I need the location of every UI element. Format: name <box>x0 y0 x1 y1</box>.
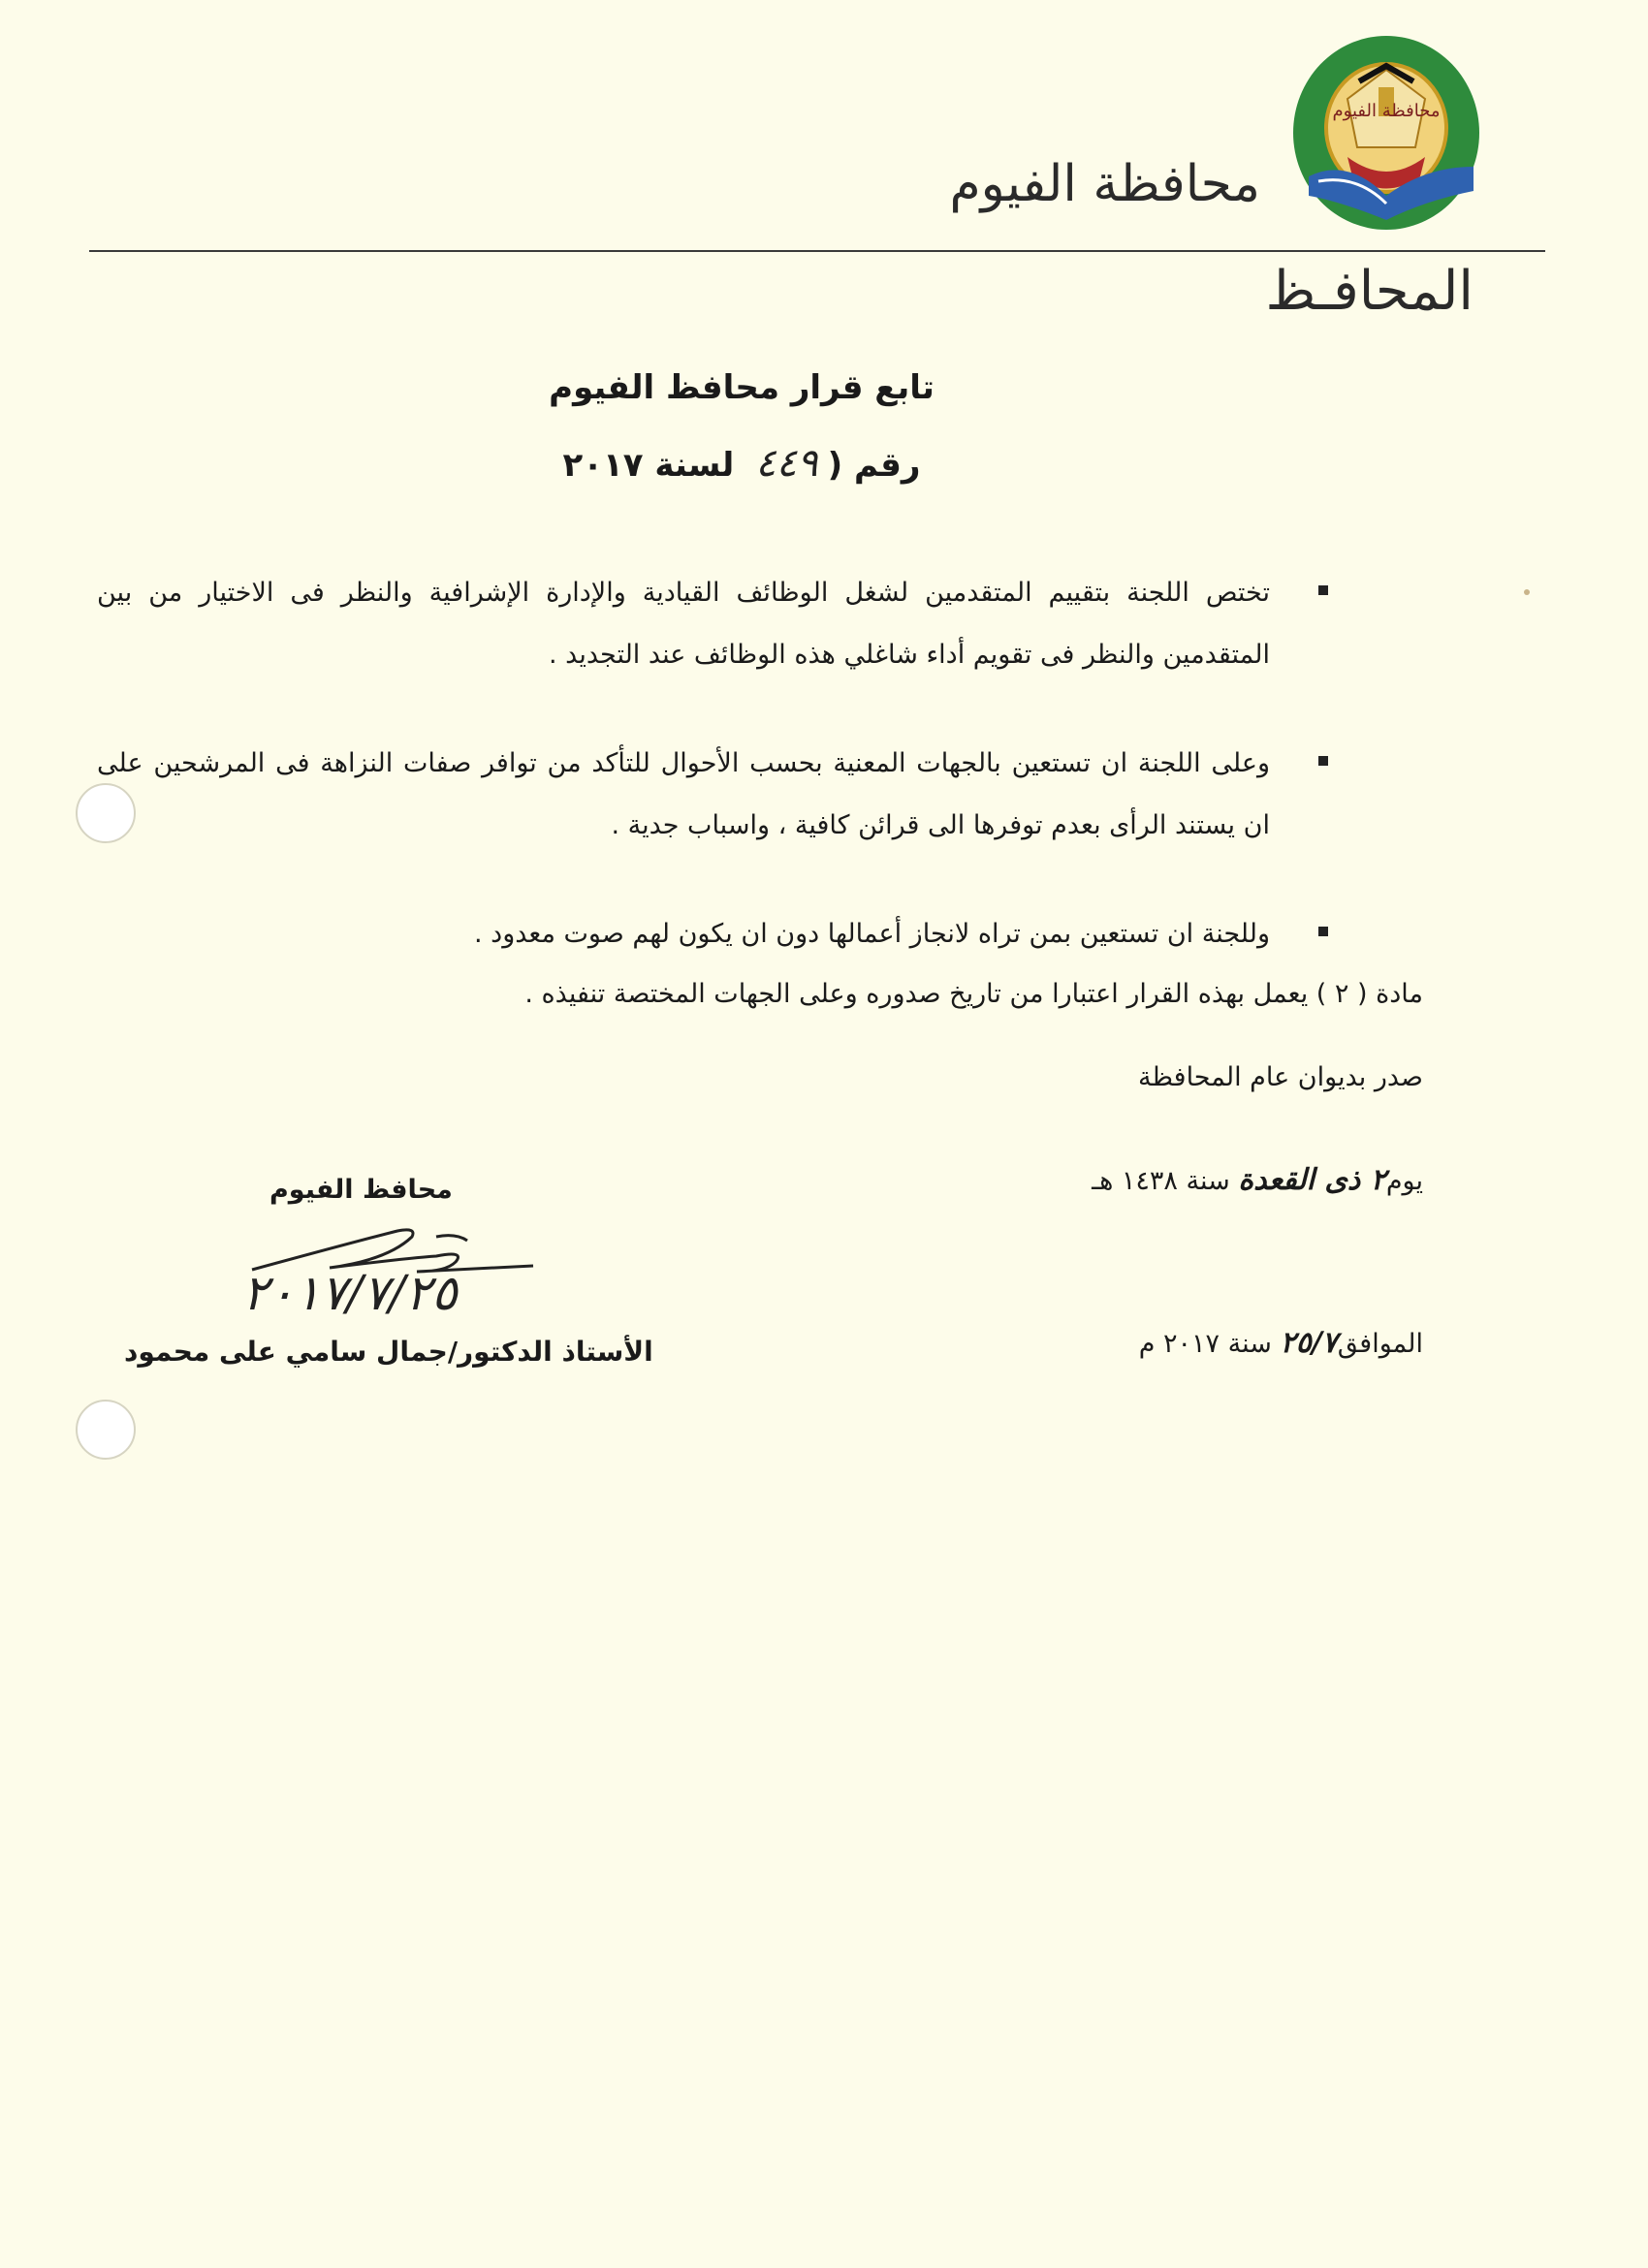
decree-number-line <box>0 441 1483 486</box>
handwritten-hijri-date: ٢ ذى القعدة <box>1238 1163 1386 1197</box>
svg-text:محافظة الفيوم: محافظة الفيوم <box>1332 101 1441 121</box>
date-gregorian: الموافق٢٥/٧ سنة ٢٠١٧ م <box>1138 1326 1423 1360</box>
bullet-square-icon <box>1318 585 1328 595</box>
governor-label: المحافـظ <box>1265 260 1474 323</box>
article-2: مادة ( ٢ ) يعمل بهذه القرار اعتبارا من تاريخ صدوره وعلى الجهات المختصة تنفيذه . <box>524 979 1423 1009</box>
list-item: تختص اللجنة بتقييم المتقدمين لشغل الوظائف القيادية والإدارة الإشرافية والنظر فى الاختيار من بين المتقدمين والنظر فى تقويم أداء شاغلي هذه الوظائف عند التجديد . <box>97 562 1328 686</box>
clauses-list <box>97 562 1328 1012</box>
paper-speck <box>1524 589 1530 595</box>
list-item: وعلى اللجنة ان تستعين بالجهات المعنية بحسب الأحوال للتأكد من توافر صفات النزاهة فى المرشحين على ان يستند الرأى بعدم توفرها الى قرائن كافية ، واسباب جدية . <box>97 733 1328 857</box>
issued-at: صدر بديوان عام المحافظة <box>1138 1062 1423 1092</box>
list-item: وللجنة ان تستعين بمن تراه لانجاز أعمالها دون ان يكون لهم صوت معدود . <box>97 903 1328 965</box>
decree-number-prefix: رقم ( <box>827 446 921 485</box>
bullet-square-icon <box>1318 927 1328 936</box>
decree-year: لسنة ٢٠١٧ <box>562 446 735 485</box>
header-divider <box>89 250 1545 252</box>
bullet-square-icon <box>1318 756 1328 766</box>
signature-date: ٢٠١٧/٧/٢٥ <box>242 1265 458 1321</box>
governorate-logo <box>1289 31 1483 235</box>
decree-title: تابع قرار محافظ الفيوم <box>549 368 935 407</box>
governorate-name: محافظة الفيوم <box>949 155 1260 213</box>
signatory-name: الأستاذ الدكتور/جمال سامي على محمود <box>124 1336 653 1368</box>
binder-hole <box>76 1400 136 1460</box>
handwritten-gregorian-date: ٢٥/٧ <box>1280 1326 1338 1360</box>
date-hijri: يوم٢ ذى القعدة سنة ١٤٣٨ هـ <box>1092 1163 1423 1197</box>
signatory-title: محافظ الفيوم <box>269 1175 453 1205</box>
decree-number-handwritten: ٤٤٩ <box>755 441 818 486</box>
